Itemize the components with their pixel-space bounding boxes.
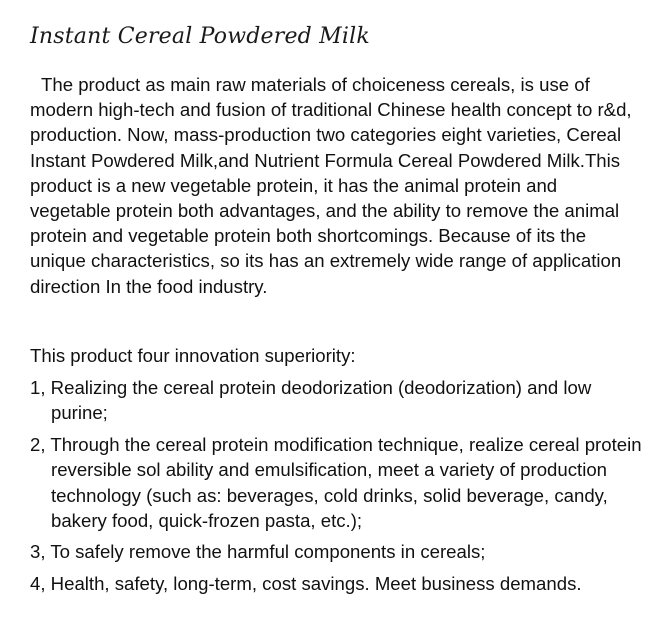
superiority-list (30, 375, 650, 602)
list-item: 4, Health, safety, long-term, cost savings. Meet business demands. (30, 572, 582, 594)
page-title: Instant Cereal Powdered Milk (30, 24, 370, 49)
list-item: 2, Through the cereal protein modification technique, realize cereal protein reversible sol ability and emulsification, meet a variety of production technology (such as: beverages, cold drinks, solid beverage, candy, bakery food, quick-frozen pasta, etc.); (30, 433, 642, 532)
list-item: 1, Realizing the cereal protein deodorization (deodorization) and low purine; (30, 377, 592, 424)
intro-paragraph: The product as main raw materials of choiceness cereals, is use of modern high-tech and fusion of traditional Chinese health concept to r&d, production. Now, mass-production two categories eight varieties, Cereal Instant Powdered Milk,and Nutrient Formula Cereal Powdered Milk.This product is a new vegetable protein, it has the animal protein and vegetable protein both advantages, and the ability to remove the animal protein and vegetable protein both shortcomings. Because of its the unique characteristics, so its has an extremely wide range of application direction In the food industry. (30, 74, 632, 297)
list-item: 3, To safely remove the harmful components in cereals; (30, 541, 486, 563)
list-heading: This product four innovation superiority: (30, 345, 356, 366)
